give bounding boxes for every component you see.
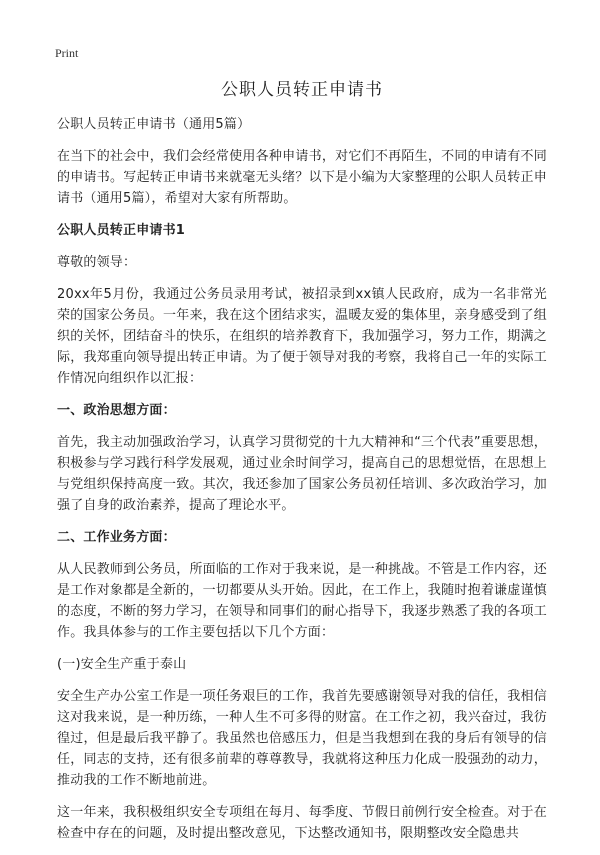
paragraph-opening: 20xx年5月份，我通过公务员录用考试，被招录到xx镇人民政府，成为一名非常光荣的国家公务员。一年来，我在这个团结求实，温暖友爱的集体里，亲身感受到了组织的关怀，团结奋斗的快乐，在组织的培养教育下，我加强学习，努力工作，期满之际，我郑重向领导提出转正申请。为了便于领导对我的考察，我将自己一年的实际工作情况向组织作以汇报： [57, 287, 547, 386]
print-label: Print [55, 46, 79, 60]
greeting: 尊敬的领导： [57, 255, 137, 270]
heading-work: 二、工作业务方面： [57, 530, 176, 545]
heading-politics: 一、政治思想方面： [57, 403, 176, 418]
subheading-safety: (一)安全生产重于泰山 [57, 657, 187, 672]
intro-paragraph: 在当下的社会中，我们会经常使用各种申请书，对它们不再陌生，不同的申请有不同的申请书。写起转正申请书来就毫无头绪？以下是小编为大家整理的公职人员转正申请书（通用5篇），希望对大家有所帮助。 [57, 149, 547, 206]
paragraph-safety: 安全生产办公室工作是一项任务艰巨的工作，我首先要感谢领导对我的信任，我相信这对我来说，是一种历练，一种人生不可多得的财富。在工作之初，我兴奋过，我彷徨过，但是最后我平静了。我虽然也倍感压力，但是当我想到在我的身后有领导的信任，同志的支持，还有很多前辈的尊尊教导，我就将这种压力化成一股强劲的动力，推动我的工作不断地前进。 [57, 689, 547, 788]
paragraph-politics: 首先，我主动加强政治学习，认真学习贯彻党的十九大精神和“三个代表”重要思想，积极参与学习践行科学发展观，通过业余时间学习，提高自己的思想觉悟，在思想上与党组织保持高度一致。其次，我还参加了国家公务员初任培训、多次政治学习，加强了自身的政治素养，提高了理论水平。 [57, 435, 547, 513]
section-heading: 公职人员转正申请书1 [57, 223, 186, 238]
document-subtitle: 公职人员转正申请书（通用5篇） [57, 117, 251, 132]
document-body [57, 78, 547, 855]
page-title: 公职人员转正申请书 [221, 80, 383, 100]
paragraph-work: 从人民教师到公务员，所面临的工作对于我来说，是一种挑战。不管是工作内容，还是工作对象都是全新的，一切都要从头开始。因此，在工作上，我随时抱着谦虚谨慎的态度，不断的努力学习，在领导和同事们的耐心指导下，我逐步熟悉了我的各项工作。我具体参与的工作主要包括以下几个方面： [57, 562, 547, 640]
paragraph-last: 这一年来，我积极组织安全专项组在每月、每季度、节假日前例行安全检查。对于在检查中存在的问题，及时提出整改意见，下达整改通知书，限期整改安全隐患共 [57, 805, 547, 841]
